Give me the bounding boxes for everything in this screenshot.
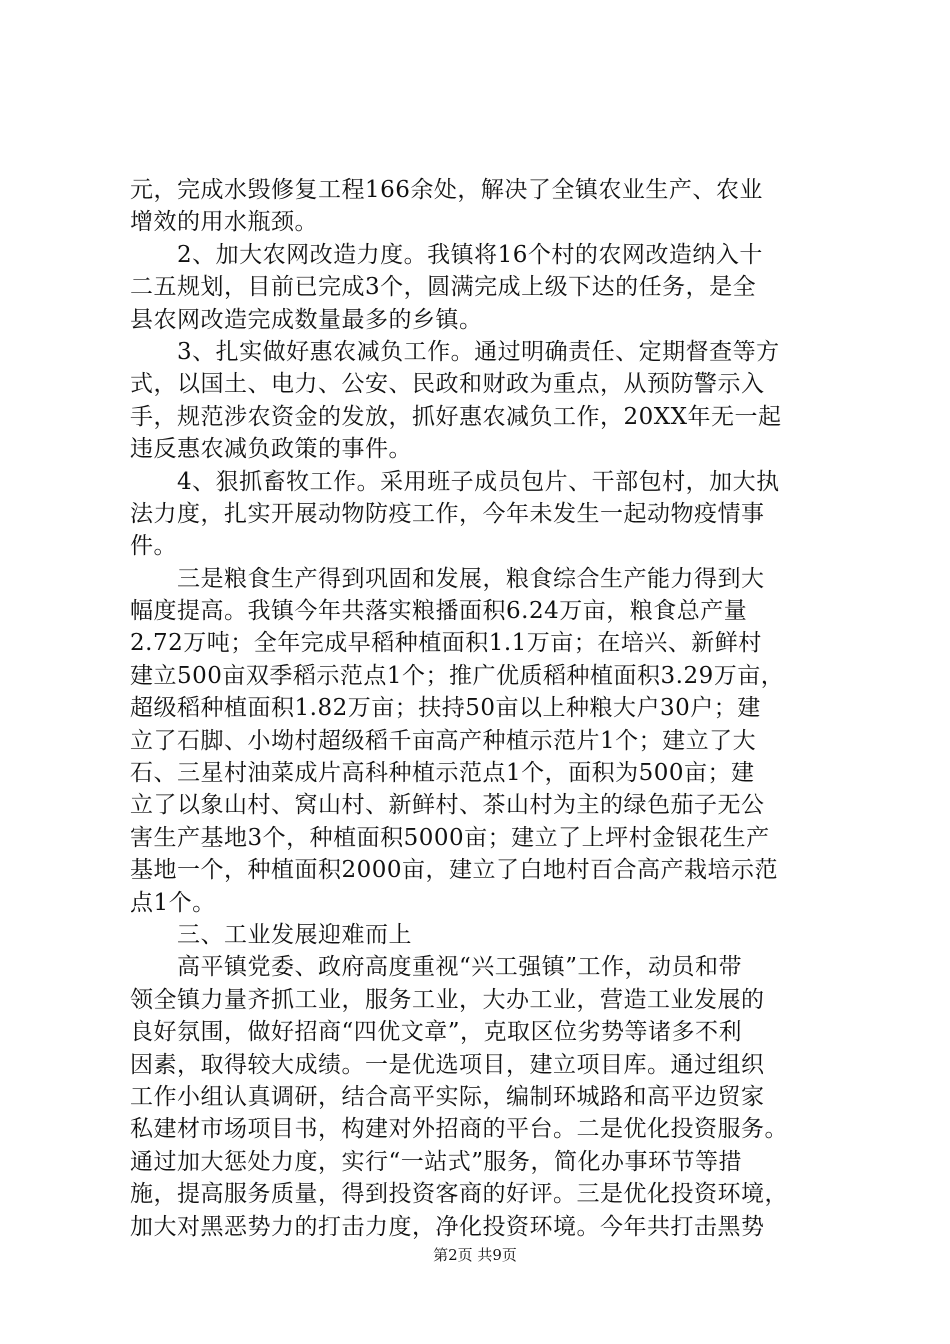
text-line: 二五规划，目前已完成3个，圆满完成上级下达的任务，是全 xyxy=(130,274,757,301)
text-line: 件。 xyxy=(130,533,177,560)
text-line: 点1个。 xyxy=(130,889,216,916)
text-line: 超级稻种植面积1.82万亩；扶持50亩以上种粮大户30户；建 xyxy=(130,695,761,722)
text-line: 3、扎实做好惠农减负工作。通过明确责任、定期督查等方 xyxy=(130,338,780,365)
text-line: 手，规范涉农资金的发放，抓好惠农减负工作，20XX年无一起 xyxy=(130,403,782,430)
text-line: 法力度，扎实开展动物防疫工作，今年未发生一起动物疫情事 xyxy=(130,500,765,527)
text-line: 式，以国土、电力、公安、民政和财政为重点，从预防警示入 xyxy=(130,371,765,398)
text-line: 良好氛围，做好招商“四优文章”，克取区位劣势等诸多不利 xyxy=(130,1019,743,1046)
text-line: 三是粮食生产得到巩固和发展，粮食综合生产能力得到大 xyxy=(130,565,765,592)
text-line: 通过加大惩处力度，实行“一站式”服务，简化办事环节等措 xyxy=(130,1148,743,1175)
text-line: 高平镇党委、政府高度重视“兴工强镇”工作，动员和带 xyxy=(130,954,743,981)
text-line: 增效的用水瓶颈。 xyxy=(130,209,318,236)
text-line: 领全镇力量齐抓工业，服务工业，大办工业，营造工业发展的 xyxy=(130,986,765,1013)
text-line: 违反惠农减负政策的事件。 xyxy=(130,436,412,463)
text-line: 幅度提高。我镇今年共落实粮播面积6.24万亩，粮食总产量 xyxy=(130,598,748,625)
text-line: 基地一个，种植面积2000亩，建立了白地村百合高产栽培示范 xyxy=(130,857,779,884)
page-footer xyxy=(0,1244,950,1266)
text-line: 立了石脚、小坳村超级稻千亩高产种植示范片1个；建立了大 xyxy=(130,727,757,754)
text-line: 县农网改造完成数量最多的乡镇。 xyxy=(130,306,483,333)
text-line: 工作小组认真调研，结合高平实际，编制环城路和高平边贸家 xyxy=(130,1083,765,1110)
text-line: 施，提高服务质量，得到投资客商的好评。三是优化投资环境， xyxy=(130,1181,788,1208)
text-line: 石、三星村油菜成片高科种植示范点1个，面积为500亩；建 xyxy=(130,760,755,787)
text-line: 2、加大农网改造力度。我镇将16个村的农网改造纳入十 xyxy=(130,241,763,268)
text-line: 4、狠抓畜牧工作。采用班子成员包片、干部包村，加大执 xyxy=(130,468,780,495)
page-number: 第2页 共9页 xyxy=(433,1246,517,1264)
text-line: 建立500亩双季稻示范点1个；推广优质稻种植面积3.29万亩， xyxy=(130,662,785,689)
text-line: 因素，取得较大成绩。一是优选项目，建立项目库。通过组织 xyxy=(130,1051,765,1078)
text-line: 加大对黑恶势力的打击力度，净化投资环境。今年共打击黑势 xyxy=(130,1213,765,1240)
text-line: 私建材市场项目书，构建对外招商的平台。二是优化投资服务。 xyxy=(130,1116,788,1143)
text-line: 元，完成水毁修复工程166余处，解决了全镇农业生产、农业 xyxy=(130,177,763,203)
section-heading: 三、工业发展迎难而上 xyxy=(130,921,412,948)
document-body xyxy=(130,174,832,1243)
text-line: 害生产基地3个，种植面积5000亩；建立了上坪村金银花生产 xyxy=(130,824,770,851)
text-line: 立了以象山村、窝山村、新鲜村、茶山村为主的绿色茄子无公 xyxy=(130,792,765,819)
text-line: 2.72万吨；全年完成早稻种植面积1.1万亩；在培兴、新鲜村 xyxy=(130,630,762,657)
